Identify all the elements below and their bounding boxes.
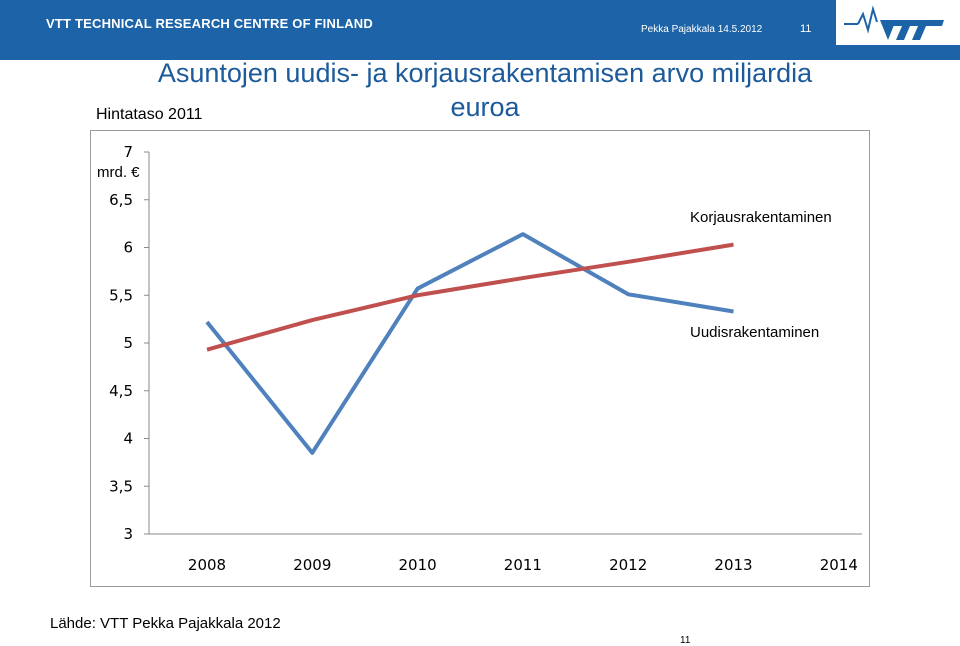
- x-tick-label: 2010: [399, 556, 437, 574]
- x-tick-label: 2008: [188, 556, 226, 574]
- series-label-uudisrakentaminen: Uudisrakentaminen: [690, 324, 819, 341]
- footer-page-number: 11: [680, 635, 690, 646]
- author-date: Pekka Pajakkala 14.5.2012: [641, 24, 762, 35]
- y-tick-label: 3: [123, 525, 133, 543]
- series-line-uudisrakentaminen: [207, 234, 734, 453]
- organization-name: VTT TECHNICAL RESEARCH CENTRE OF FINLAND: [46, 16, 373, 31]
- price-level-subtitle: Hintataso 2011: [96, 106, 202, 124]
- y-unit-label: mrd. €: [97, 164, 140, 181]
- x-tick-label: 2011: [504, 556, 542, 574]
- y-tick-label: 7: [123, 143, 133, 161]
- y-tick-label: 4: [123, 430, 133, 448]
- x-tick-label: 2009: [293, 556, 331, 574]
- y-tick-label: 6: [123, 239, 133, 257]
- x-tick-label: 2012: [609, 556, 647, 574]
- x-tick-label: 2013: [714, 556, 752, 574]
- x-tick-label: 2014: [820, 556, 858, 574]
- slide-title: Asuntojen uudis- ja korjausrakentamisen arvo miljardia euroa: [150, 56, 820, 124]
- y-tick-label: 5,5: [109, 286, 133, 304]
- series-label-korjausrakentaminen: Korjausrakentaminen: [690, 209, 832, 226]
- y-tick-label: 5: [123, 334, 133, 352]
- header-page-number: 11: [800, 23, 811, 35]
- y-tick-label: 6,5: [109, 191, 133, 209]
- source-note: Lähde: VTT Pekka Pajakkala 2012: [50, 615, 281, 632]
- y-tick-label: 4,5: [109, 382, 133, 400]
- y-tick-label: 3,5: [109, 477, 133, 495]
